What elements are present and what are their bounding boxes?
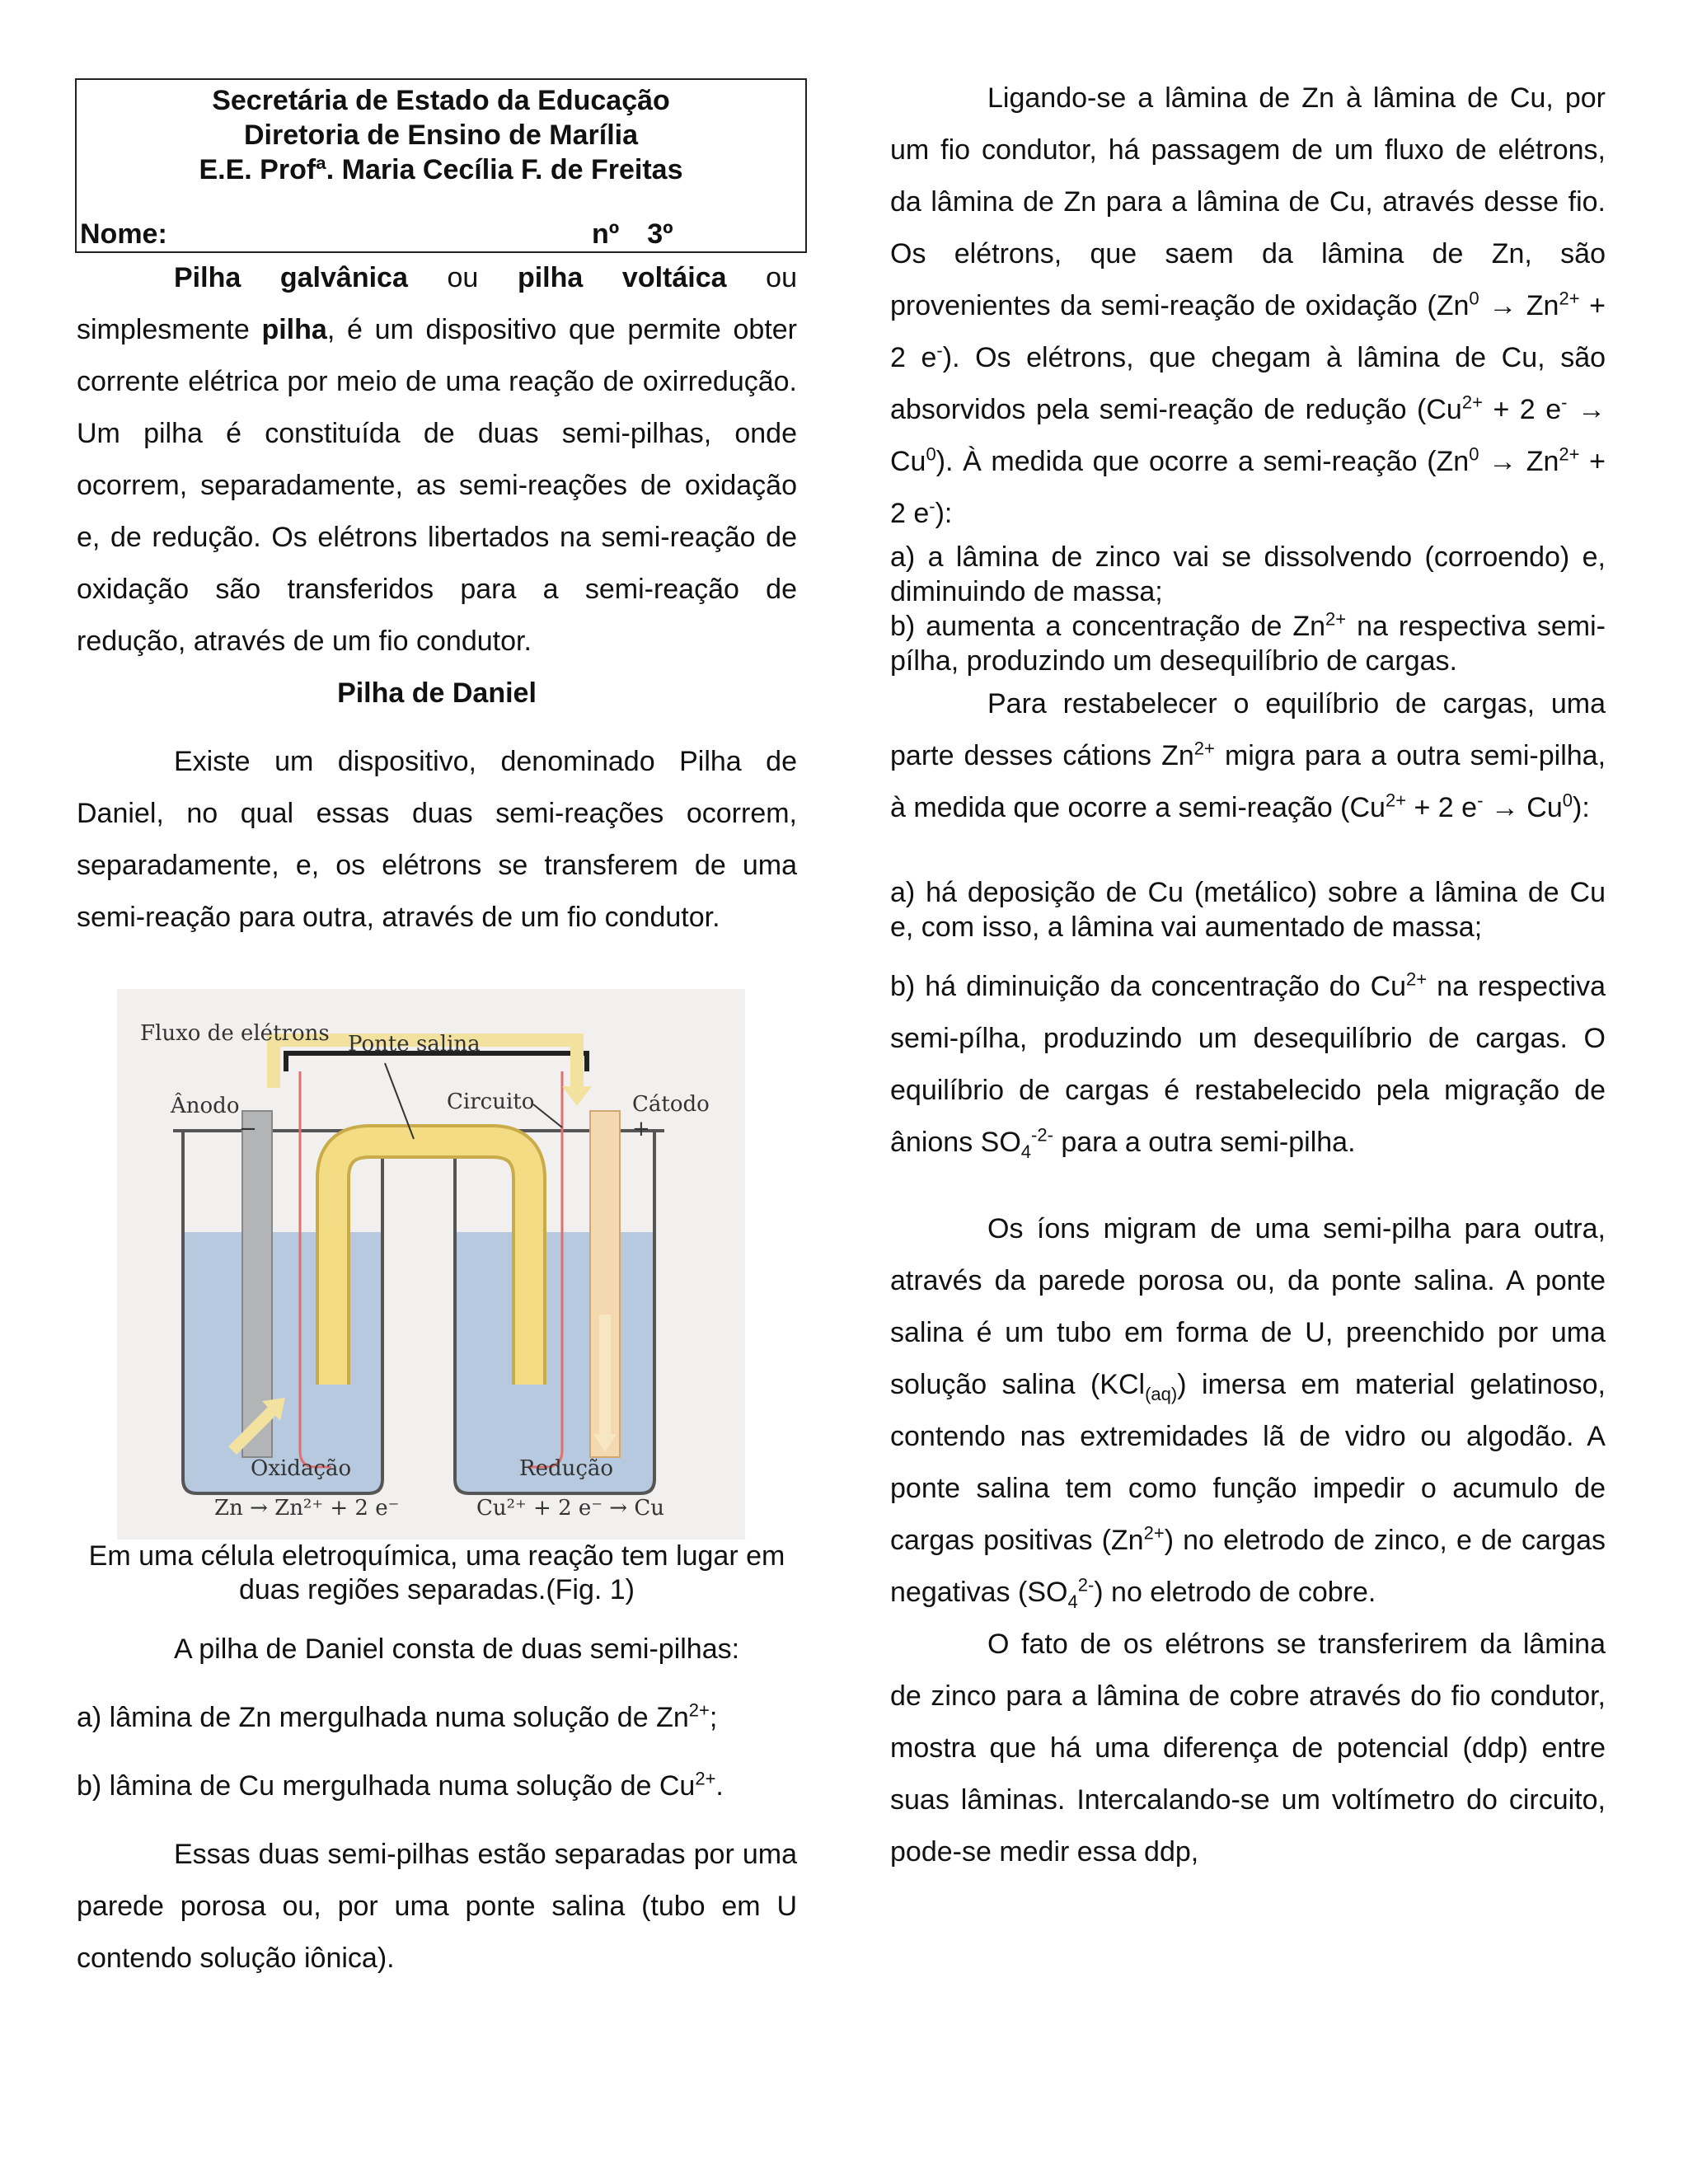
anode-sign: − [239, 1117, 257, 1141]
header-box [75, 78, 807, 253]
grade-label: 3º [647, 218, 673, 250]
daniel-cell-figure [117, 989, 745, 1540]
label-anode: Ânodo [171, 1094, 240, 1118]
restabelecer-paragraph: Para restabelecer o equilíbrio de cargas, uma parte desses cátions $Zn^{2+}$ migra para a outra semi-pilha, à medida que ocorre a semi-reação ($Cu^{2+} + 2$ $e^- \to Cu^0$): [890, 688, 1606, 823]
label-circuit: Circuito [447, 1090, 535, 1114]
intro-paragraph: Pilha galvânica ou pilha voltáica ou simplesmente pilha, é um dispositivo que permite obter corrente elétrica por meio de uma reação de oxirredução. Um pilha é constituída de duas semi-pilhas, onde ocorrem, separadamente, as semi-reações de oxidação e, de redução. Os elétrons libertados na semi-reação de oxidação são transferidos para a semi-reação de redução, através de um fio condutor. [77, 262, 797, 657]
label-bridge: Ponte salina [348, 1032, 481, 1057]
zinc-item-a: a) a lâmina de zinco vai se dissolvendo (corroendo) e, diminuindo de massa; [890, 541, 1606, 607]
cu-item-b: b) há diminuição da concentração do $Cu^{2+}$ na respectiva semi-pílha, produzindo um desequilíbrio de cargas. O equilíbrio de cargas é restabelecido pela migração de ânions $SO_4^{-2-}$ para a outra semi-pilha. [890, 968, 1606, 1162]
right-solution [455, 1232, 654, 1493]
cu-item-a: a) há deposição de Cu (metálico) sobre a lâmina de Cu e, com isso, a lâmina vai aumentado de massa; [890, 877, 1606, 943]
item-a-zn: a) lâmina de Zn mergulhada numa solução de $Zn^{2+}$; [77, 1699, 718, 1733]
label-reduction: Redução [519, 1456, 614, 1481]
left-column [77, 252, 797, 1985]
label-flux: Fluxo de elétrons [140, 1021, 330, 1046]
daniel-paragraph: Existe um dispositivo, denominado Pilha de Daniel, no qual essas duas semi-reações ocorrem, separadamente, e, os elétrons se transferem de uma semi-reação para outra, através de um fio condutor. [77, 746, 797, 933]
name-label: Nome: [80, 218, 167, 250]
header-diretoria: Diretoria de Ensino de Marília [243, 120, 638, 151]
consta-paragraph: A pilha de Daniel consta de duas semi-pilhas: [174, 1633, 740, 1665]
item-b-cu: b) lâmina de Cu mergulhada numa solução de $Cu^{2+}$. [77, 1768, 724, 1802]
separadas-paragraph: Essas duas semi-pilhas estão separadas por uma parede porosa ou, por uma ponte salina (tubo em U contendo solução iônica). [77, 1839, 797, 1974]
label-oxidation: Oxidação [251, 1456, 352, 1481]
header-school: E.E. Profª. Maria Cecília F. de Freitas [199, 154, 683, 185]
figure-caption: Em uma célula eletroquímica, uma reação tem lugar em duas regiões separadas.(Fig. 1) [88, 1540, 785, 1605]
label-cathode: Cátodo [632, 1092, 710, 1117]
zinc-item-b: b) aumenta a concentração de $Zn^{2+}$ na respectiva semi-pílha, produzindo um desequilíbrio de cargas. [890, 608, 1606, 677]
eq-oxidation: Zn → Zn²⁺ + 2 e⁻ [214, 1496, 400, 1521]
left-solution [183, 1232, 382, 1493]
section-title: Pilha de Daniel [337, 677, 537, 709]
ddp-paragraph: O fato de os elétrons se transferirem da lâmina de zinco para a lâmina de cobre através do fio condutor, mostra que há uma diferença de potencial (ddp) entre suas lâminas. Intercalando-se um voltímetro do circuito, pode-se medir essa ddp, [890, 1629, 1606, 1868]
right-column [890, 73, 1606, 1878]
cathode-sign: + [632, 1117, 650, 1141]
number-label: nº 3º [592, 218, 673, 250]
header-secretaria: Secretária de Estado da Educação [212, 85, 670, 116]
eq-reduction: Cu²⁺ + 2 e⁻ → Cu [476, 1496, 664, 1521]
ions-paragraph: Os íons migram de uma semi-pilha para outra, através da parede porosa ou, da ponte salina. A ponte salina é um tubo em forma de U, preenchido por uma solução salina (KCl$_{(aq)}$) imersa em material gelatinoso, contendo nas extremidades lã de vidro ou algodão. A ponte salina tem como função impedir o acumulo de cargas positivas $(Zn^{2+})$ no eletrodo de zinco, e de cargas negativas $(SO_4^{2-})$ no eletrodo de cobre. [890, 1213, 1606, 1612]
ligando-paragraph: Ligando-se a lâmina de Zn à lâmina de Cu, por um fio condutor, há passagem de um fluxo de elétrons, da lâmina de Zn para a lâmina de Cu, através desse fio. Os elétrons, que saem da lâmina de Zn, são provenientes da semi-reação de oxidação ($Zn^0 \to Zn^{2+} + 2$ e-). Os elétrons, que chegam à lâmina de Cu, são absorvidos pela semi-reação de redução ($Cu^{2+} + 2$ $e^- \to Cu^0$). À medida que ocorre a semi-reação ($Zn^0 \to Zn^{2+} + 2$ e-): [890, 82, 1606, 529]
